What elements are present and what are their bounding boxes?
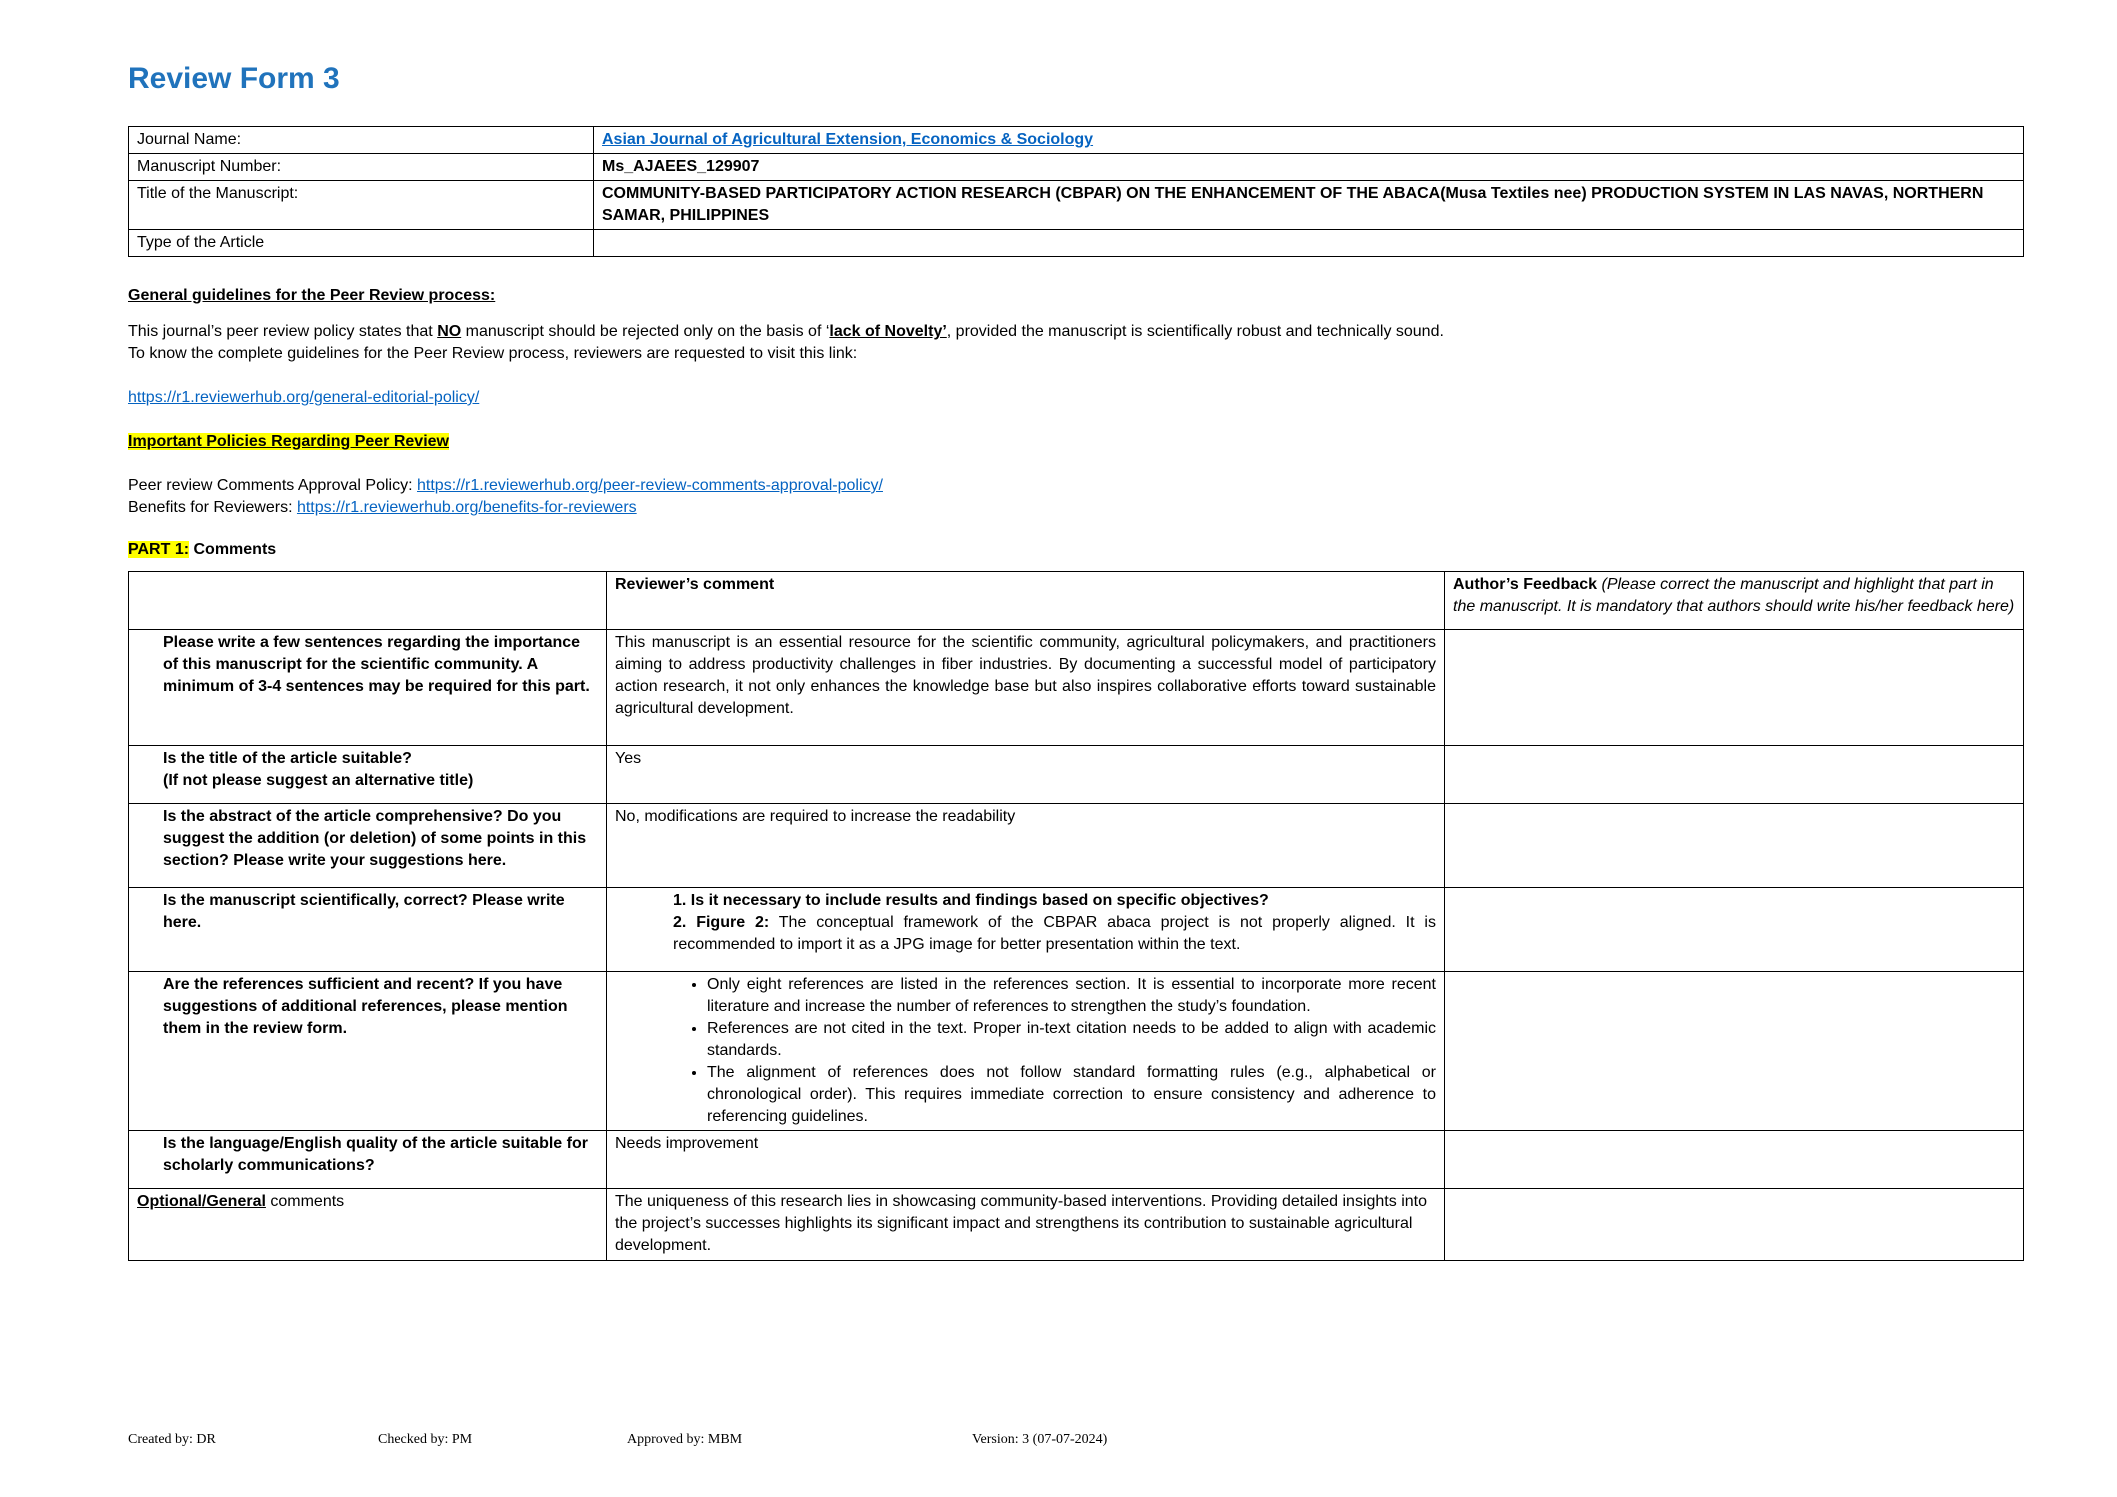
- author-feedback-cell-language[interactable]: [1445, 1131, 2024, 1189]
- scientific-comment-item-2: [673, 912, 1436, 956]
- reviewer-comment-header-label: Reviewer’s comment: [615, 576, 775, 593]
- info-label-manuscript-number: Manuscript Number:: [129, 154, 594, 181]
- question-title-line-1: Is the title of the article suitable?: [163, 750, 412, 767]
- approval-policy-line: [128, 475, 2023, 497]
- journal-link[interactable]: Asian Journal of Agricultural Extension, Economics & Sociology: [602, 131, 1094, 148]
- footer-approved-by: Approved by: MBM: [627, 1432, 743, 1447]
- info-value-article-type: [594, 230, 2024, 257]
- manuscript-info-table: [128, 126, 2024, 257]
- policy-line-2: To know the complete guidelines for the Peer Review process, reviewers are requested to visit this link:: [128, 345, 858, 362]
- reviewer-comment-cell-optional: The uniqueness of this research lies in showcasing community-based interventions. Providing detailed insights into the project’s successes highlights its significant impact and strengthens its contribution to sustainable agricultural development.: [607, 1189, 1445, 1261]
- row-importance: [129, 630, 2024, 746]
- question-title-line-2: (If not please suggest an alternative title): [163, 772, 474, 789]
- optional-label-rest: comments: [265, 1193, 345, 1210]
- benefits-line: [128, 497, 2023, 519]
- question-cell-title: [129, 746, 607, 804]
- info-row-journal: [129, 127, 2024, 154]
- row-language: [129, 1131, 2024, 1189]
- reviewer-comment-cell-abstract: No, modifications are required to increase the readability: [607, 804, 1445, 888]
- footer-version: Version: 3 (07-07-2024): [972, 1432, 1108, 1447]
- author-feedback-header: [1445, 572, 2024, 630]
- reviewer-comment-cell-importance: This manuscript is an essential resource for the scientific community, agricultural policymakers, and practitioners aiming to address productivity challenges in fiber industries. By documenting a successful model of participatory action research, it not only enhances the knowledge base but also inspires collaborative efforts toward sustainable agricultural development.: [607, 630, 1445, 746]
- reviewer-comment-cell-language: Needs improvement: [607, 1131, 1445, 1189]
- important-policies-heading: Important Policies Regarding Peer Review: [128, 433, 449, 450]
- info-row-title: [129, 181, 2024, 230]
- reviewer-comment-header: [607, 572, 1445, 630]
- author-feedback-cell-title[interactable]: [1445, 746, 2024, 804]
- review-comments-table: [128, 571, 2024, 1261]
- footer-checked-by: Checked by: PM: [378, 1432, 473, 1447]
- row-references: [129, 972, 2024, 1131]
- footer-created-by: Created by: DR: [128, 1432, 216, 1447]
- question-cell-references: Are the references sufficient and recent? If you have suggestions of additional references, please mention them in the review form.: [129, 972, 607, 1131]
- author-feedback-cell-abstract[interactable]: [1445, 804, 2024, 888]
- page-title: Review Form 3: [128, 62, 340, 95]
- scientific-comment-list: [673, 890, 1436, 956]
- scientific-comment-item-1: 1. Is it necessary to include results and findings based on specific objectives?: [673, 892, 1269, 909]
- info-label-title: Title of the Manuscript:: [129, 181, 594, 230]
- policy-paragraph: [128, 321, 2023, 365]
- references-bullet-2: • References are not cited in the text. Proper in-text citation needs to be added to align with academic standards.: [707, 1018, 1436, 1062]
- info-value-title: COMMUNITY-BASED PARTICIPATORY ACTION RESEARCH (CBPAR) ON THE ENHANCEMENT OF THE ABACA(Musa Textiles nee) PRODUCTION SYSTEM IN LAS NAVAS, NORTHERN SAMAR, PHILIPPINES: [594, 181, 2024, 230]
- question-cell-scientific: Is the manuscript scientifically, correct? Please write here.: [129, 888, 607, 972]
- policy-links-block: [128, 475, 2023, 519]
- references-bullet-list: [615, 974, 1436, 1128]
- important-policies-heading-line: [128, 431, 2023, 453]
- info-value-journal: [594, 127, 2024, 154]
- part1-label: Comments: [189, 541, 277, 558]
- scientific-item2-figure-label: 2. Figure 2:: [673, 914, 770, 931]
- scientific-item2-text: The conceptual framework of the CBPAR abaca project is not properly aligned. It is recommended to import it as a JPG image for better presentation within the text.: [673, 914, 1436, 953]
- references-bullet-3: • The alignment of references does not follow standard formatting rules (e.g., alphabetical or chronological order). This requires immediate correction to ensure consistency and adherence to referencing guidelines.: [707, 1062, 1436, 1128]
- policy-text-suffix: , provided the manuscript is scientifically robust and technically sound.: [946, 323, 1444, 340]
- policy-line-1: [128, 321, 2023, 343]
- info-value-manuscript-number: Ms_AJAEES_129907: [594, 154, 2024, 181]
- approval-policy-link[interactable]: https://r1.reviewerhub.org/peer-review-comments-approval-policy/: [417, 477, 883, 494]
- author-feedback-header-note: (Please correct the manuscript and highlight that part in the manuscript. It is mandatory that authors should write his/her feedback here): [1453, 576, 2015, 615]
- guidelines-heading: General guidelines for the Peer Review process:: [128, 287, 496, 304]
- benefits-label: Benefits for Reviewers:: [128, 499, 297, 516]
- question-cell-optional: [129, 1189, 607, 1261]
- reviewer-comment-cell-scientific: [607, 888, 1445, 972]
- reviewer-comment-cell-references: [607, 972, 1445, 1131]
- reviewer-comment-cell-title: Yes: [607, 746, 1445, 804]
- benefits-link[interactable]: https://r1.reviewerhub.org/benefits-for-reviewers: [296, 499, 637, 516]
- row-title-suitable: [129, 746, 2024, 804]
- policy-text: This journal’s peer review policy states that: [128, 323, 438, 340]
- part1-heading: [128, 539, 2023, 561]
- question-cell-abstract: Is the abstract of the article comprehensive? Do you suggest the addition (or deletion) of some points in this section? Please write your suggestions here.: [129, 804, 607, 888]
- author-feedback-header-label: Author’s Feedback: [1453, 576, 1602, 593]
- author-feedback-cell-references[interactable]: [1445, 972, 2024, 1131]
- document-content: [128, 0, 2023, 1261]
- info-label-article-type: Type of the Article: [129, 230, 594, 257]
- general-policy-link-line: [128, 387, 2023, 409]
- approval-policy-label: Peer review Comments Approval Policy:: [128, 477, 417, 494]
- references-bullet-1: • Only eight references are listed in the references section. It is essential to incorporate more recent literature and increase the number of references to strengthen the study’s foundation.: [707, 974, 1436, 1018]
- question-cell-importance: Please write a few sentences regarding the importance of this manuscript for the scientific community. A minimum of 3-4 sentences may be required for this part.: [129, 630, 607, 746]
- review-table-header-row: [129, 572, 2024, 630]
- author-feedback-cell-importance[interactable]: [1445, 630, 2024, 746]
- header-empty-cell: [129, 572, 607, 630]
- policy-text-mid: manuscript should be rejected only on the basis of ‘: [461, 323, 830, 340]
- row-scientific: [129, 888, 2024, 972]
- policy-no-emphasis: NO: [437, 323, 462, 340]
- part1-badge: PART 1:: [128, 541, 190, 558]
- policy-lack-of-novelty-emphasis: lack of Novelty’: [829, 323, 947, 340]
- info-row-article-type: [129, 230, 2024, 257]
- author-feedback-cell-optional[interactable]: [1445, 1189, 2024, 1261]
- info-label-journal: Journal Name:: [129, 127, 594, 154]
- row-abstract: [129, 804, 2024, 888]
- info-row-manuscript-number: [129, 154, 2024, 181]
- author-feedback-cell-scientific[interactable]: [1445, 888, 2024, 972]
- row-optional: [129, 1189, 2024, 1261]
- general-editorial-policy-link[interactable]: https://r1.reviewerhub.org/general-editorial-policy/: [128, 389, 480, 406]
- optional-label-underlined: Optional/General: [137, 1193, 266, 1210]
- question-cell-language: Is the language/English quality of the article suitable for scholarly communications?: [129, 1131, 607, 1189]
